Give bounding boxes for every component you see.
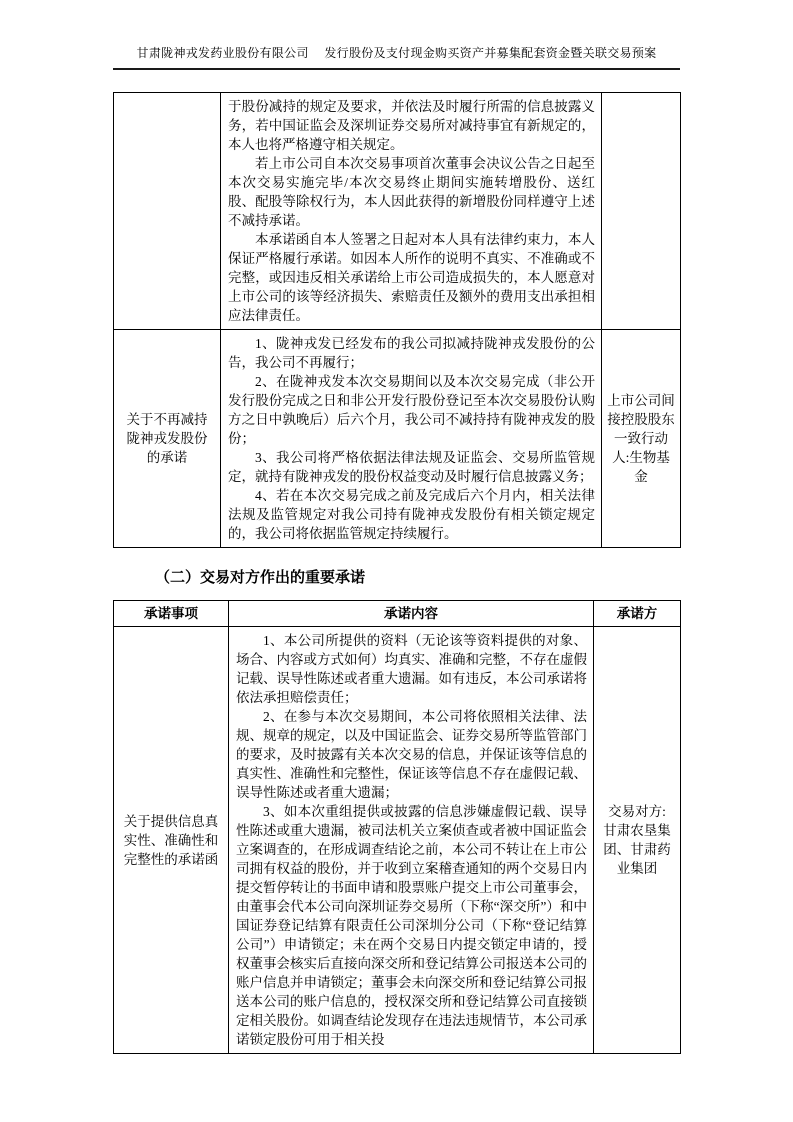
paragraph: 3、如本次重组提供或披露的信息涉嫌虚假记载、误导性陈述或重大遗漏，被司法机关立案侦查或者被中国证监会立案调查的，在形成调查结论之前，本公司不转让在上市公司拥有权益的股份，并于收到立案稽查通知的两个交易日内提交暂停转让的书面申请和股票账户提交上市公司董事会，由董事会代本公司向深圳证券交易所（下称“深交所”）和中国证券登记结算有限责任公司深圳分公司（下称“登记结算公司”）申请锁定；未在两个交易日内提交锁定申请的，授权董事会核实后直接向深交所和登记结算公司报送本公司的账户信息并申请锁定；董事会未向深交所和登记结算公司报送本公司的账户信息的，授权深交所和登记结算公司直接锁定相关股份。如调查结论发现存在违法违规情节，本公司承诺锁定股份可用于相关投 bbox=[236, 804, 587, 1047]
counterparty-commitment-table bbox=[113, 600, 681, 1054]
table-row bbox=[114, 627, 681, 1054]
document-header-title: 甘肃陇神戎发药业股份有限公司 发行股份及支付现金购买资产并募集配套资金暨关联交易预案 bbox=[113, 44, 680, 70]
commitment-content-cell bbox=[221, 93, 602, 330]
column-header-party: 承诺方 bbox=[594, 601, 681, 627]
paragraph: 本承诺函自本人签署之日起对本人具有法律约束力，本人保证严格履行承诺。如因本人所作的说明不真实、不准确或不完整，或因违反相关承诺给上市公司造成损失的，本人愿意对上市公司的该等经济损失、索赔责任及额外的费用支出承担相应法律责任。 bbox=[228, 232, 595, 323]
paragraph: 于股份减持的规定及要求，并依法及时履行所需的信息披露义务，若中国证监会及深圳证券交易所对减持事宜有新规定的，本人也将严格遵守相关规定。 bbox=[228, 99, 595, 152]
paragraph: 3、我公司将严格依据法律法规及证监会、交易所监管规定，就持有陇神戎发的股份权益变动及时履行信息披露义务； bbox=[228, 450, 595, 484]
column-header-item: 承诺事项 bbox=[114, 601, 229, 627]
commitment-party-cell: 交易对方:甘肃农垦集团、甘肃药业集团 bbox=[594, 627, 681, 1054]
paragraph: 2、在参与本次交易期间，本公司将依照相关法律、法规、规章的规定，以及中国证监会、证券交易所等监管部门的要求，及时披露有关本次交易的信息，并保证该等信息的真实性、准确性和完整性，保证该等信息不存在虚假记载、误导性陈述或者重大遗漏； bbox=[236, 709, 587, 800]
paragraph: 若上市公司自本次交易事项首次董事会决议公告之日起至本次交易实施完毕/本次交易终止期间实施转增股份、送红股、配股等除权行为，本人因此获得的新增股份同样遵守上述不减持承诺。 bbox=[228, 156, 595, 228]
commitment-content-cell bbox=[229, 627, 594, 1054]
column-header-content: 承诺内容 bbox=[229, 601, 594, 627]
table-row bbox=[114, 330, 681, 548]
paragraph: 1、本公司所提供的资料（无论该等资料提供的对象、场合、内容或方式如何）均真实、准确和完整，不存在虚假记载、误导性陈述或者重大遗漏。如有违反，本公司承诺将依法承担赔偿责任； bbox=[236, 633, 587, 705]
commitment-party-cell-empty bbox=[602, 93, 681, 330]
commitment-item-cell: 关于不再减持陇神戎发股份的承诺 bbox=[114, 330, 221, 548]
commitment-party-cell: 上市公司间接控股股东一致行动人:生物基金 bbox=[602, 330, 681, 548]
section-title: （二）交易对方作出的重要承诺 bbox=[155, 570, 366, 586]
commitment-table-continued bbox=[113, 92, 681, 548]
commitment-item-cell: 关于提供信息真实性、准确性和完整性的承诺函 bbox=[114, 627, 229, 1054]
paragraph: 1、陇神戎发已经发布的我公司拟减持陇神戎发股份的公告，我公司不再履行； bbox=[228, 336, 595, 370]
paragraph: 2、在陇神戎发本次交易期间以及本次交易完成（非公开发行股份完成之日和非公开发行股份登记至本次交易股份认购方之日中孰晚后）后六个月，我公司不减持持有陇神戎发的股份； bbox=[228, 374, 595, 446]
table-header-row bbox=[114, 601, 681, 627]
table-row bbox=[114, 93, 681, 330]
commitment-item-cell-empty bbox=[114, 93, 221, 330]
commitment-content-cell bbox=[221, 330, 602, 548]
paragraph: 4、若在本次交易完成之前及完成后六个月内，相关法律法规及监管规定对我公司持有陇神戎发股份有相关锁定规定的，我公司将依据监管规定持续履行。 bbox=[228, 488, 595, 541]
